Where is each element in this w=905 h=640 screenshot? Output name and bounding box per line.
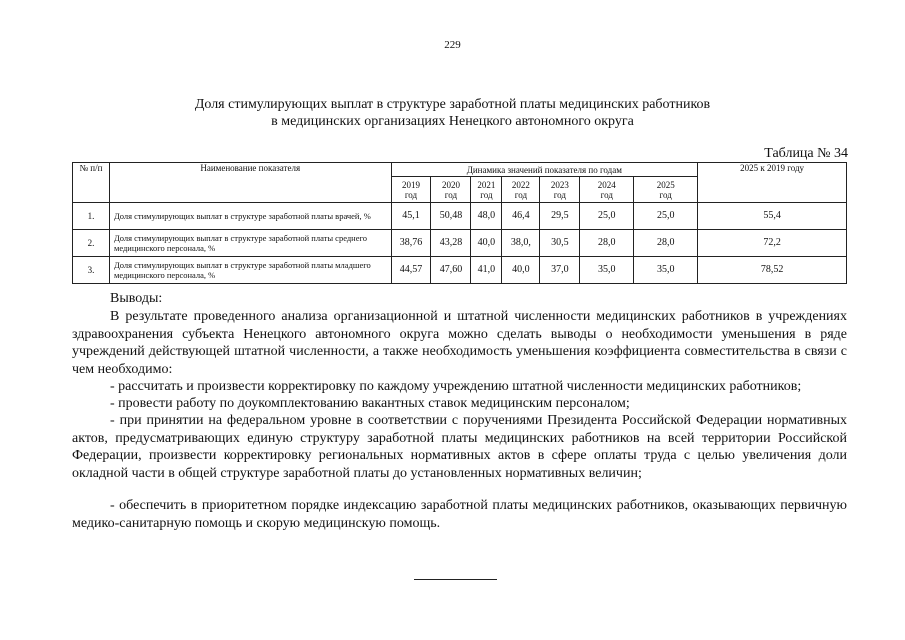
footer-divider [414,579,497,580]
row-change: 55,4 [698,203,847,230]
row-value: 45,1 [391,203,431,230]
header-year [634,177,698,203]
row-value: 25,0 [634,203,698,230]
row-name: Доля стимулирующих выплат в структуре заработной платы врачей, % [109,203,391,230]
header-name: Наименование показателя [109,163,391,203]
year-label: 2019 [401,179,420,190]
title-line-2: в медицинских организациях Ненецкого автономного округа [271,114,634,129]
row-value: 37,0 [540,257,580,284]
header-year [391,177,431,203]
table-row [73,257,847,284]
row-value: 30,5 [540,230,580,257]
header-dynamics: Динамика значений показателя по годам [391,163,698,177]
row-value: 35,0 [580,257,634,284]
row-change: 72,2 [698,230,847,257]
year-label: 2021 [477,179,496,190]
table-row [73,203,847,230]
row-value: 43,28 [431,230,471,257]
year-unit: год [404,189,418,200]
year-unit: год [600,189,613,200]
document-title [0,96,905,130]
header-year [580,177,634,203]
year-unit: год [444,189,458,200]
header-year [471,177,502,203]
conclusion-item-2: - провести работу по доукомплектованию вакантных ставок медицинским персоналом; [110,396,630,411]
row-value: 48,0 [471,203,502,230]
row-name: Доля стимулирующих выплат в структуре заработной платы среднего медицинского персонала, % [109,230,391,257]
conclusion-item-3: - при принятии на федеральном уровне в соответствии с поручениями Президента Российской Федерации нормативных актов, предусматривающих единую структуру заработной платы медицинских работников на всей территории Российской Федерации, произвести корректировку региональных нормативных актов в сфере оплаты труда с целью увеличения доли окладной части в общей структуре заработной платы до установленных нормативных величин; [72,413,847,481]
year-label: 2020 [441,179,460,190]
data-table [72,162,847,284]
year-label: 2023 [550,179,569,190]
row-value: 28,0 [580,230,634,257]
year-unit: год [659,189,672,200]
row-value: 41,0 [471,257,502,284]
conclusions-intro: В результате проведенного анализа организационной и штатной численности медицинских работников в учреждениях здравоохранения субъекта Ненецкого автономного округа можно сделать выводы о необходимости уменьшения в ряде учреждений действующей штатной численности, а также необходимость уменьшения коэффициента совместительства в связи с чем необходимо: [72,309,847,377]
year-unit: год [553,189,566,200]
row-num: 1. [73,203,110,230]
year-unit: год [514,189,528,200]
row-name: Доля стимулирующих выплат в структуре заработной платы младшего медицинского персонала, % [109,257,391,284]
table-header-row [73,163,847,177]
row-value: 38,0, [502,230,540,257]
header-year [540,177,580,203]
header-change: 2025 к 2019 году [698,163,847,203]
row-value: 46,4 [502,203,540,230]
row-value: 47,60 [431,257,471,284]
year-label: 2022 [511,179,530,190]
row-change: 78,52 [698,257,847,284]
row-value: 25,0 [580,203,634,230]
row-value: 40,0 [471,230,502,257]
table-row [73,230,847,257]
year-unit: год [480,189,493,200]
year-label: 2025 [656,179,675,190]
title-line-1: Доля стимулирующих выплат в структуре заработной платы медицинских работников [194,97,711,112]
year-label: 2024 [597,179,616,190]
row-num: 3. [73,257,110,284]
row-value: 38,76 [391,230,431,257]
page-number: 229 [444,39,461,51]
conclusion-item-1: - рассчитать и произвести корректировку по каждому учреждению штатной численности медицинских работников; [110,379,802,394]
conclusions-heading: Выводы: [110,291,163,306]
row-value: 50,48 [431,203,471,230]
header-year [502,177,540,203]
table-caption: Таблица № 34 [764,146,848,161]
row-value: 40,0 [502,257,540,284]
header-num: № п/п [73,163,110,203]
row-value: 28,0 [634,230,698,257]
row-value: 29,5 [540,203,580,230]
row-value: 44,57 [391,257,431,284]
row-value: 35,0 [634,257,698,284]
conclusion-item-4: - обеспечить в приоритетном порядке индексацию заработной платы медицинских работников, оказывающих первичную медико-санитарную помощь и скорую медицинскую помощь. [72,498,847,531]
header-year [431,177,471,203]
row-num: 2. [73,230,110,257]
